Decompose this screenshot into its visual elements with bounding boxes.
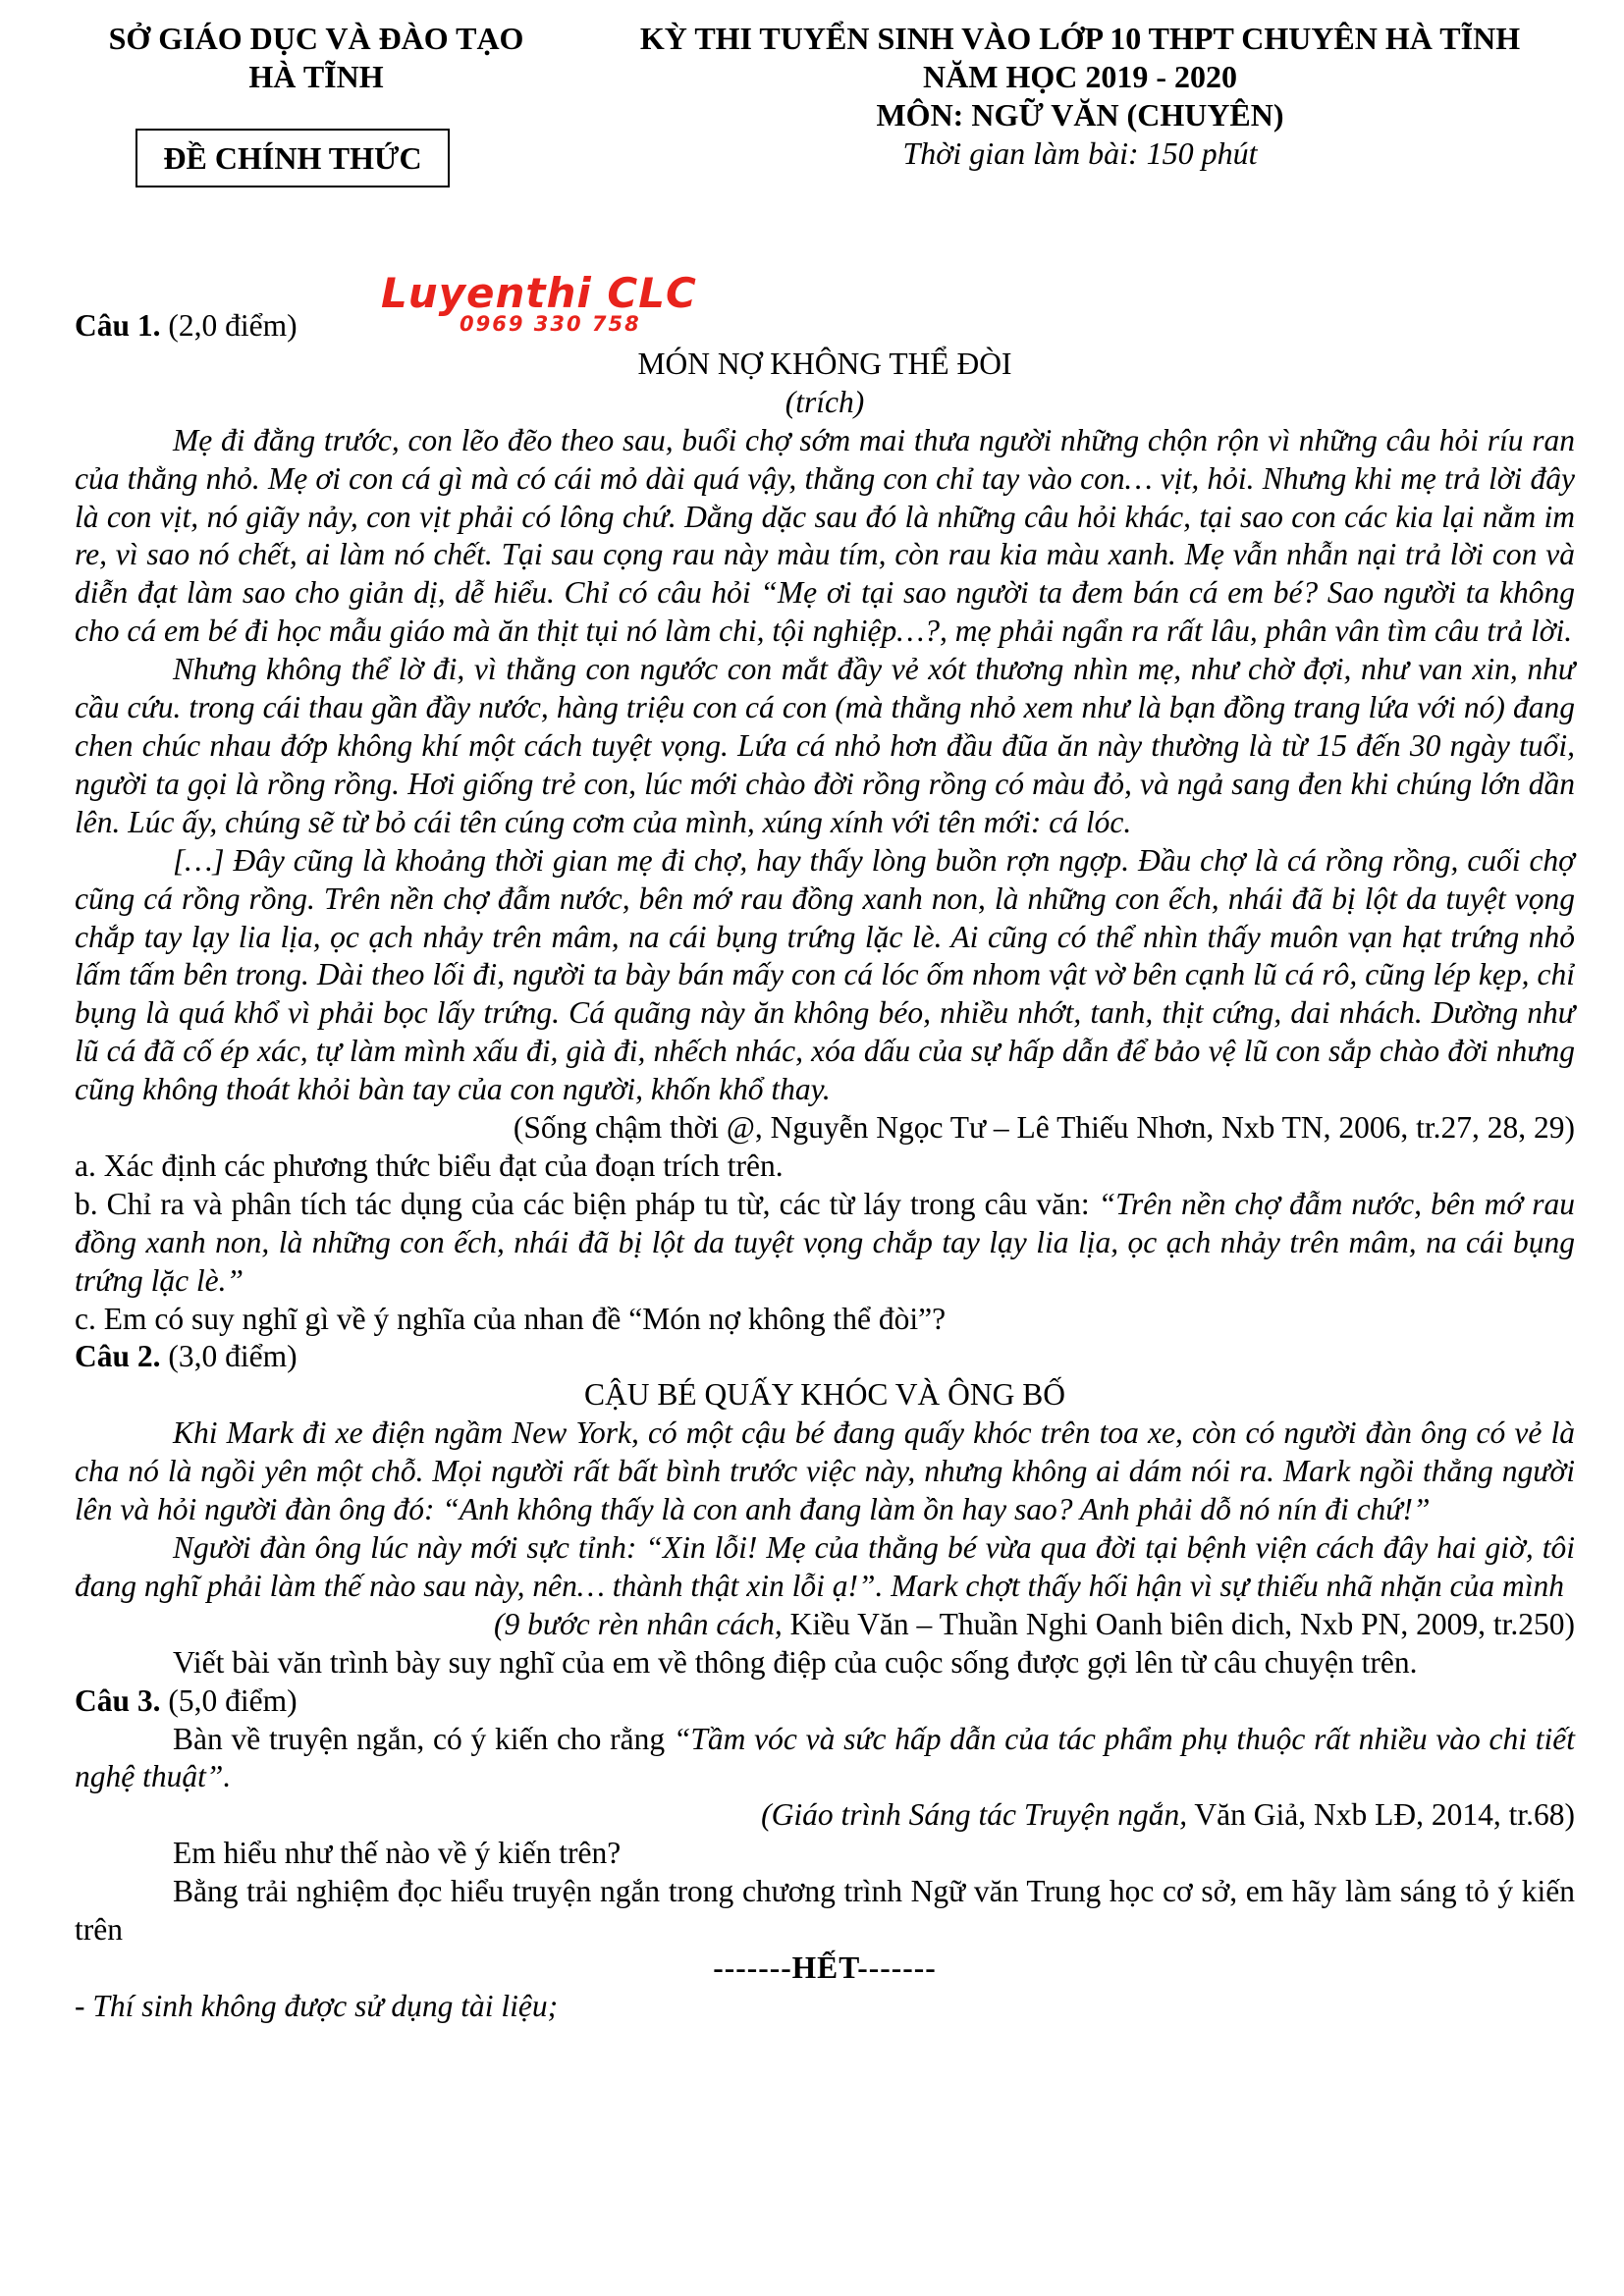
- q3-quote: “Tầm vóc và sức hấp dẫn của tác phẩm phụ thuộc rất nhiều vào chi tiết nghệ thuật”.: [75, 1721, 1575, 1794]
- q2-source-title: (9 bước rèn nhân cách,: [493, 1606, 783, 1641]
- q1-question-b: [75, 1186, 1575, 1301]
- logo-phone: 0969 330 758: [460, 312, 641, 336]
- q1-question-b-quote: “Trên nền chợ đẫm nước, bên mớ rau đồng xanh non, là những con ếch, nhái đã bị lột da tuyệt vọng chắp tay lạy lia lịa, ọc ạch nhảy trên mâm, na cái bụng trứng lặc lè.”: [75, 1186, 1575, 1298]
- q2-source-rest: Kiều Văn – Thuần Nghi Oanh biên dich, Nxb PN, 2009, tr.250): [782, 1606, 1575, 1641]
- q3-source: [75, 1796, 1575, 1835]
- q2-label: Câu 2.: [75, 1339, 161, 1374]
- q2-task: Viết bài văn trình bày suy nghĩ của em về thông điệp của cuộc sống được gợi lên từ câu chuyện trên.: [173, 1644, 1418, 1680]
- exam-body: [75, 307, 1575, 2026]
- header-right: [589, 20, 1571, 173]
- end-mark: -------HẾT-------: [713, 1949, 937, 1985]
- q3-lead: Bàn về truyện ngắn, có ý kiến cho rằng: [173, 1721, 674, 1756]
- q1-paragraph-1: Mẹ đi đằng trước, con lẽo đẽo theo sau, buổi chợ sớm mai thưa người những chộn rộn vì những câu hỏi ríu ran của thằng nhỏ. Mẹ ơi con cá gì mà có cái mỏ dài quá vậy, thằng con chỉ tay vào con… vịt, hỏi. Nhưng khi mẹ trả lời đây là con vịt, nó giãy nảy, con vịt phải có lông chứ. Dằng dặc sau đó là những câu hỏi khác, tại sao con các kia lại nằm im re, vì sao nó chết, ai làm nó chết. Tại sau cọng rau này màu tím, còn rau kia màu xanh. Mẹ vẫn nhẫn nại trả lời con và diễn đạt làm sao cho giản dị, dễ hiểu. Chỉ có câu hỏi “Mẹ ơi tại sao người ta đem bán cá em bé? Sao người ta không cho cá em bé đi học mẫu giáo mà ăn thịt tụi nó làm chi, tội nghiệp…?, mẹ phải ngẩn ra rất lâu, phân vân tìm câu trả lời.: [75, 422, 1575, 649]
- q1-question-b-lead: b. Chỉ ra và phân tích tác dụng của các biện pháp tu từ, các từ láy trong câu văn:: [75, 1186, 1099, 1221]
- department-name: SỞ GIÁO DỤC VÀ ĐÀO TẠO: [108, 21, 524, 56]
- q2-paragraph-2: Người đàn ông lúc này mới sực tỉnh: “Xin lỗi! Mẹ của thằng bé vừa qua đời tại bệnh viện cách đây hai giờ, tôi đang nghĩ phải làm thế nào sau này, nên… thành thật xin lỗi ạ!”. Mark chợt thấy hối hận vì sự thiếu nhã nhặn của mình: [75, 1530, 1575, 1603]
- q1-subtitle: (trích): [785, 384, 865, 419]
- q3-statement: [75, 1721, 1575, 1797]
- official-stamp: ĐỀ CHÍNH THỨC: [135, 129, 450, 187]
- subject: MÔN: NGỮ VĂN (CHUYÊN): [876, 97, 1284, 133]
- candidate-note: - Thí sinh không được sử dụng tài liệu;: [75, 1988, 559, 2023]
- q1-points: (2,0 điểm): [160, 308, 298, 343]
- q1-label: Câu 1.: [75, 308, 161, 343]
- q2-source: [75, 1606, 1575, 1644]
- q1-source: (Sống chậm thời @, Nguyễn Ngọc Tư – Lê Thiếu Nhơn, Nxb TN, 2006, tr.27, 28, 29): [513, 1110, 1575, 1146]
- q2-heading: [75, 1338, 1575, 1376]
- q2-title: CẬU BÉ QUẤY KHÓC VÀ ÔNG BỐ: [583, 1377, 1066, 1413]
- duration: Thời gian làm bài: 150 phút: [902, 135, 1258, 171]
- province-name: HÀ TĨNH: [248, 59, 384, 94]
- q1-question-a: a. Xác định các phương thức biểu đạt của đoạn trích trên.: [75, 1148, 784, 1183]
- q3-heading: [75, 1682, 1575, 1721]
- q1-title: MÓN NỢ KHÔNG THỂ ĐÒI: [637, 346, 1012, 381]
- q1-paragraph-3: […] Đây cũng là khoảng thời gian mẹ đi chợ, hay thấy lòng buồn rợn ngợp. Đầu chợ là cá rồng rồng, cuối chợ cũng cá rồng rồng. Trên nền chợ đẫm nước, bên mớ rau đồng xanh non, là những con ếch, nhái đã bị lột da tuyệt vọng chắp tay lạy lia lịa, ọc ạch nhảy trên mâm, na cái bụng trứng lặc lè. Ai cũng có thể nhìn thấy muôn vạn hạt trứng nhỏ lấm tấm bên trong. Dài theo lối đi, người ta bày bán mấy con cá lóc ốm nhom vật vờ bên cạnh lũ cá rô, cũng lép kẹp, chỉ bụng là quá khổ vì phải bọc lấy trứng. Cá quãng này ăn không béo, nhiều nhớt, tanh, thịt cứng, dai nhách. Dường như lũ cá đã cố ép xác, tự làm mình xấu đi, già đi, nhếch nhác, xóa dấu của sự hấp dẫn để bảo vệ lũ con sắp chào đời nhưng cũng không thoát khỏi bàn tay của con người, khốn khổ thay.: [75, 842, 1575, 1107]
- q1-heading: [75, 307, 1575, 346]
- q1-paragraph-2: Nhưng không thể lờ đi, vì thằng con ngước con mắt đầy vẻ xót thương nhìn mẹ, như chờ đợi, như van xin, như cầu cứu. trong cái thau gần đầy nước, hàng triệu con cá con (mà thằng nhỏ xem như là bạn đồng trang lứa với nó) đang chen chúc nhau đớp không khí một cách tuyệt vọng. Lứa cá nhỏ hơn đầu đũa ăn này thường là từ 15 đến 30 ngày tuổi, người ta gọi là rồng rồng. Hơi giống trẻ con, lúc mới chào đời rồng rồng có màu đỏ, và ngả sang đen khi chúng lớn dần lên. Lúc ấy, chúng sẽ từ bỏ cái tên cúng cơm của mình, xúng xính với tên mới: cá lóc.: [75, 652, 1575, 839]
- q2-points: (3,0 điểm): [160, 1339, 298, 1374]
- q3-source-title: (Giáo trình Sáng tác Truyện ngắn,: [761, 1797, 1188, 1833]
- q3-points: (5,0 điểm): [160, 1682, 298, 1718]
- q3-task-2: Bằng trải nghiệm đọc hiểu truyện ngắn trong chương trình Ngữ văn Trung học cơ sở, em hãy làm sáng tỏ ý kiến trên: [75, 1874, 1575, 1948]
- q3-task-1: Em hiểu như thế nào về ý kiến trên?: [173, 1836, 622, 1871]
- logo-brand: Luyenthi CLC: [381, 269, 697, 317]
- q1-question-c: c. Em có suy nghĩ gì về ý nghĩa của nhan đề “Món nợ không thể đòi”?: [75, 1301, 947, 1336]
- header-left: [61, 20, 571, 96]
- school-year: NĂM HỌC 2019 - 2020: [923, 59, 1237, 94]
- q3-label: Câu 3.: [75, 1682, 161, 1718]
- exam-title: KỲ THI TUYỂN SINH VÀO LỚP 10 THPT CHUYÊN HÀ TĨNH: [639, 21, 1521, 56]
- q2-paragraph-1: Khi Mark đi xe điện ngầm New York, có một cậu bé đang quấy khóc trên toa xe, còn có người đàn ông có vẻ là cha nó là ngồi yên một chỗ. Mọi người rất bất bình trước việc này, nhưng không ai dám nói ra. Mark ngồi thẳng người lên và hỏi người đàn ông đó: “Anh không thấy là con anh đang làm ồn hay sao? Anh phải dỗ nó nín đi chứ!”: [75, 1415, 1575, 1527]
- q3-source-rest: Văn Giả, Nxb LĐ, 2014, tr.68): [1187, 1797, 1575, 1833]
